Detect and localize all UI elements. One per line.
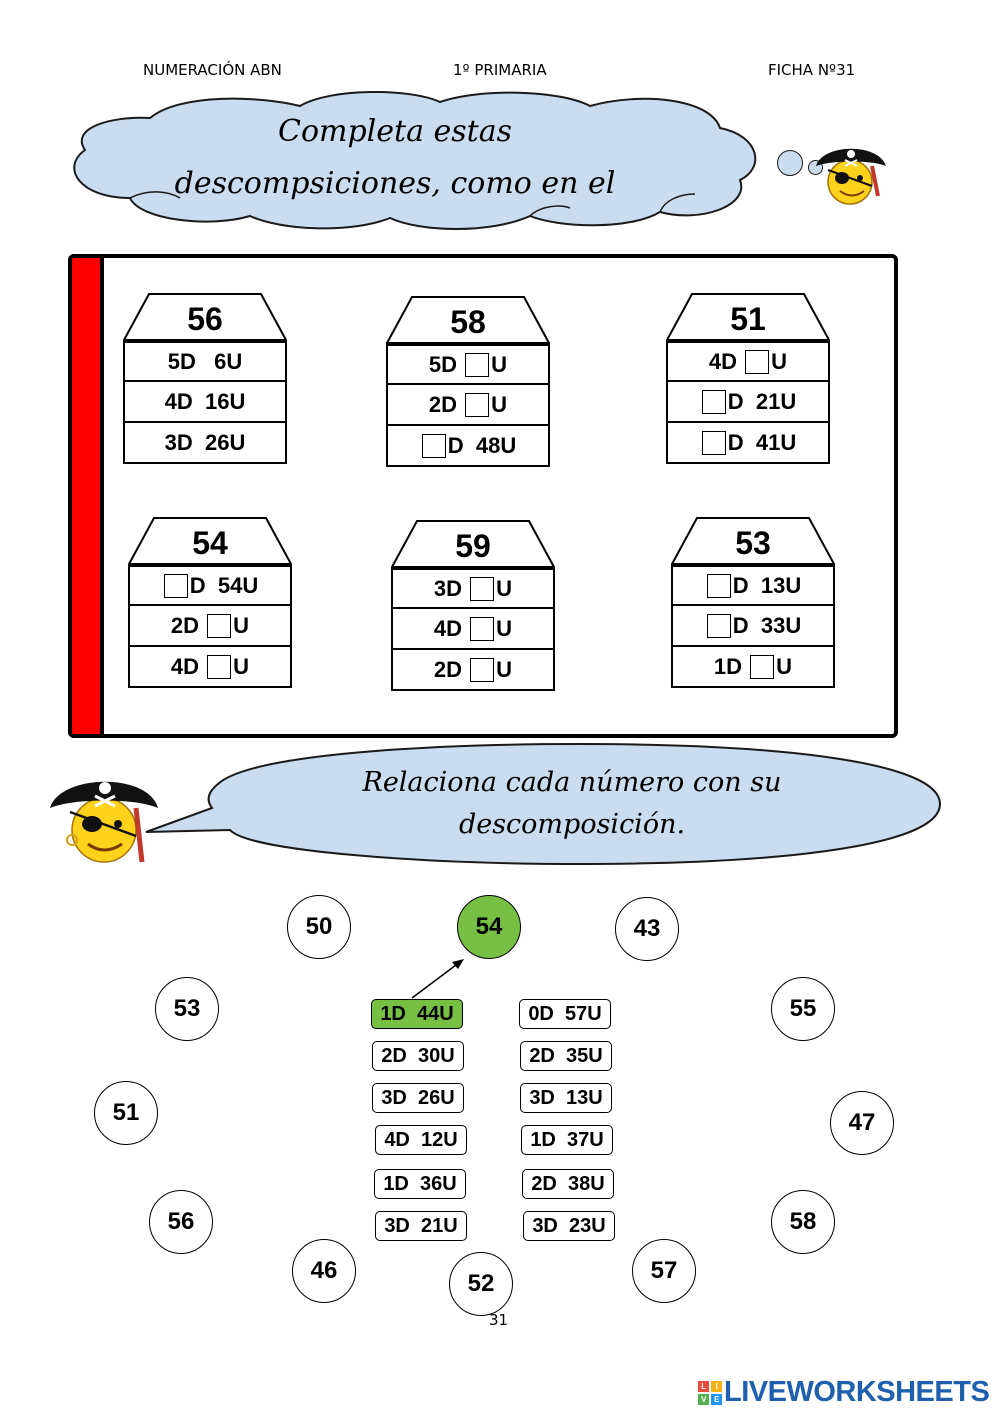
row-units: 26U <box>205 429 246 455</box>
decomposition-item[interactable]: 2D 30U <box>372 1041 464 1071</box>
number-circle[interactable]: 58 <box>771 1190 835 1254</box>
house-row <box>666 423 830 464</box>
instruction-1-line2: descompsiciones, como en el <box>174 166 616 201</box>
instruction-2 <box>322 762 822 846</box>
logo-letter-v: V <box>698 1394 709 1405</box>
house-row <box>391 609 555 650</box>
logo-letter-i: I <box>711 1381 722 1392</box>
answer-box[interactable] <box>207 655 231 679</box>
row-tens: 2D <box>428 391 458 417</box>
row-units: U <box>776 653 793 679</box>
row-tens: D <box>447 432 464 458</box>
house <box>671 517 835 688</box>
header-left: NUMERACIÓN ABN <box>143 61 282 79</box>
decomposition-item[interactable]: 0D 57U <box>519 999 611 1029</box>
instruction-1 <box>160 106 630 210</box>
house-row <box>123 382 287 423</box>
thought-bubble-dot <box>777 150 803 176</box>
decomposition-item[interactable]: 3D 26U <box>372 1083 464 1113</box>
number-circle[interactable]: 52 <box>449 1252 513 1316</box>
header-right: FICHA Nº31 <box>768 61 856 79</box>
house-number: 54 <box>192 525 228 561</box>
row-units: 54U <box>217 572 259 598</box>
row-units: U <box>496 615 513 641</box>
liveworksheets-logo <box>698 1376 989 1409</box>
decomposition-item[interactable]: 3D 21U <box>375 1211 467 1241</box>
house-row <box>386 385 550 426</box>
number-circle[interactable]: 57 <box>632 1239 696 1303</box>
answer-box[interactable] <box>702 390 726 414</box>
house-row <box>386 344 550 385</box>
number-circle[interactable]: 53 <box>155 977 219 1041</box>
house <box>128 517 292 688</box>
decomposition-item[interactable]: 2D 35U <box>520 1041 612 1071</box>
red-margin-bar <box>68 254 104 738</box>
instruction-2-line1: Relaciona cada número con su <box>362 767 782 798</box>
row-units: 21U <box>755 388 797 414</box>
page-number: 31 <box>489 1311 509 1329</box>
row-units: U <box>496 575 513 601</box>
row-units: 6U <box>214 348 243 374</box>
row-units: U <box>233 612 250 638</box>
house-row <box>671 647 835 688</box>
row-units: U <box>496 656 513 682</box>
row-tens: D <box>189 572 206 598</box>
row-units: U <box>491 351 508 377</box>
row-tens: 4D <box>708 348 738 374</box>
row-units: 41U <box>755 429 797 455</box>
number-circle[interactable]: 56 <box>149 1190 213 1254</box>
house <box>123 293 287 464</box>
row-units: U <box>771 348 788 374</box>
row-tens: D <box>732 572 749 598</box>
answer-box[interactable] <box>470 577 494 601</box>
instruction-2-line2: descomposición. <box>458 809 686 840</box>
decomposition-item[interactable]: 3D 23U <box>523 1211 615 1241</box>
row-units: 33U <box>760 612 802 638</box>
row-tens: D <box>727 429 744 455</box>
number-circle-matched[interactable]: 54 <box>457 895 521 959</box>
row-tens: 3D <box>164 429 193 455</box>
house-row <box>123 423 287 464</box>
answer-box[interactable] <box>470 658 494 682</box>
row-tens: 2D <box>433 656 463 682</box>
answer-box[interactable] <box>470 617 494 641</box>
house <box>386 296 550 467</box>
answer-box[interactable] <box>707 614 731 638</box>
answer-box[interactable] <box>422 434 446 458</box>
house-number: 58 <box>450 304 486 340</box>
header-center: 1º PRIMARIA <box>453 61 547 79</box>
row-tens: 1D <box>713 653 743 679</box>
row-units: U <box>491 391 508 417</box>
row-units: 48U <box>475 432 517 458</box>
answer-box[interactable] <box>702 431 726 455</box>
house-row <box>391 568 555 609</box>
pirate-emoji-icon <box>812 136 890 208</box>
number-circle[interactable]: 43 <box>615 897 679 961</box>
logo-letter-l: L <box>698 1381 709 1392</box>
answer-box[interactable] <box>465 353 489 377</box>
row-tens: 4D <box>164 388 193 414</box>
logo-letter-e: E <box>711 1394 722 1405</box>
row-units: 16U <box>205 388 246 414</box>
answer-box[interactable] <box>164 574 188 598</box>
decomposition-item[interactable]: 1D 36U <box>374 1169 466 1199</box>
answer-box[interactable] <box>207 614 231 638</box>
answer-box[interactable] <box>465 393 489 417</box>
house <box>666 293 830 464</box>
decomposition-item[interactable]: 4D 12U <box>375 1125 467 1155</box>
row-tens: 5D <box>167 348 196 374</box>
house-row <box>666 382 830 423</box>
decomposition-item[interactable]: 1D 37U <box>521 1125 613 1155</box>
answer-box[interactable] <box>707 574 731 598</box>
row-tens: 3D <box>433 575 463 601</box>
house-row <box>666 341 830 382</box>
house-row <box>671 565 835 606</box>
house-row <box>128 606 292 647</box>
row-tens: 4D <box>170 653 200 679</box>
house-row <box>671 606 835 647</box>
row-tens: 5D <box>428 351 458 377</box>
house-row <box>123 341 287 382</box>
house-row <box>128 565 292 606</box>
number-circle[interactable]: 55 <box>771 977 835 1041</box>
house-row <box>128 647 292 688</box>
instruction-1-line1: Completa estas <box>278 114 512 149</box>
house-row <box>386 426 550 467</box>
logo-grid-icon <box>698 1381 722 1405</box>
number-circle[interactable]: 51 <box>94 1081 158 1145</box>
row-units: 13U <box>760 572 802 598</box>
number-circle[interactable]: 47 <box>830 1091 894 1155</box>
house-number: 53 <box>735 525 771 561</box>
answer-box[interactable] <box>745 350 769 374</box>
number-circle[interactable]: 50 <box>287 895 351 959</box>
row-tens: 2D <box>170 612 200 638</box>
house-number: 56 <box>187 301 223 337</box>
house-number: 59 <box>455 528 491 564</box>
house-number: 51 <box>730 301 766 337</box>
house-row <box>391 650 555 691</box>
row-tens: 4D <box>433 615 463 641</box>
row-tens: D <box>732 612 749 638</box>
decomposition-item-matched[interactable]: 1D 44U <box>371 999 463 1029</box>
match-arrow <box>400 950 480 1002</box>
logo-text: LIVEWORKSHEETS <box>724 1376 990 1408</box>
row-tens: D <box>727 388 744 414</box>
answer-box[interactable] <box>750 655 774 679</box>
house <box>391 520 555 691</box>
number-circle[interactable]: 46 <box>292 1239 356 1303</box>
decomposition-item[interactable]: 3D 13U <box>520 1083 612 1113</box>
decomposition-item[interactable]: 2D 38U <box>522 1169 614 1199</box>
row-units: U <box>233 653 250 679</box>
